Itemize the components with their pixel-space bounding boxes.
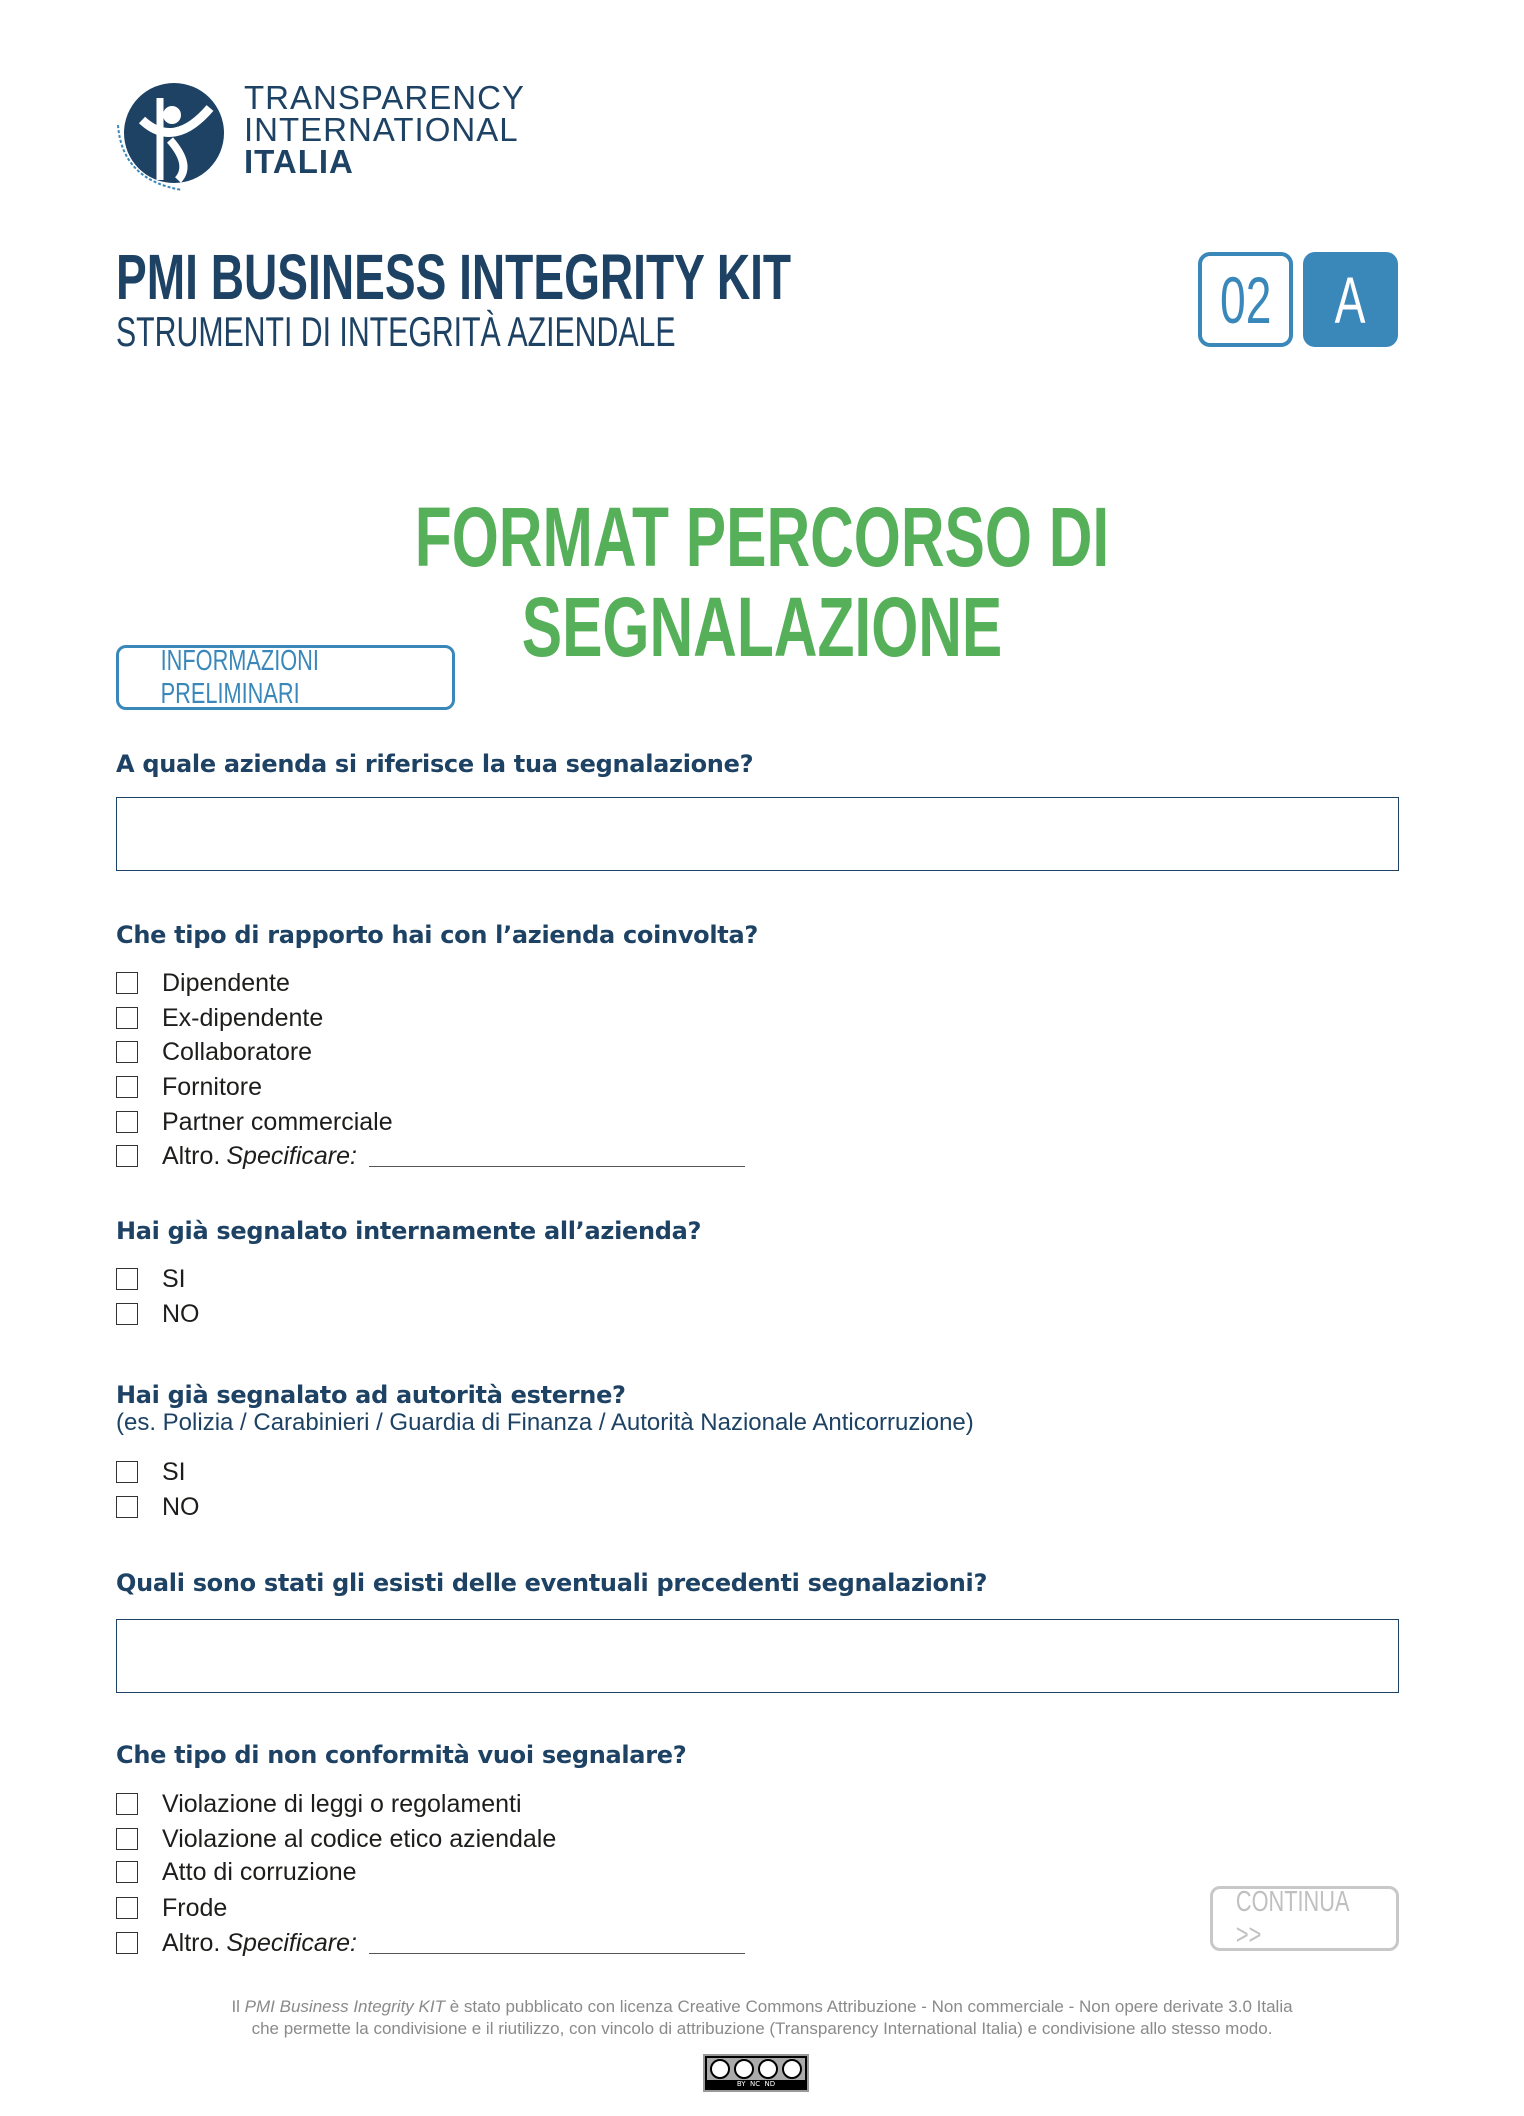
checkbox[interactable] xyxy=(116,1145,138,1167)
option-partner[interactable] xyxy=(116,1107,393,1137)
option-label: NO xyxy=(162,1492,200,1521)
option-altro[interactable] xyxy=(116,1141,745,1171)
question-internal-report: Hai già segnalato internamente all’azienda? xyxy=(116,1217,702,1245)
nd-icon xyxy=(782,2059,802,2079)
option-label: NO xyxy=(162,1299,200,1328)
option-label: Partner commerciale xyxy=(162,1107,393,1136)
logo xyxy=(112,80,232,200)
specify-label: Specificare: xyxy=(226,1928,357,1957)
checkbox[interactable] xyxy=(116,1111,138,1133)
option-label: Collaboratore xyxy=(162,1037,313,1066)
checkbox[interactable] xyxy=(116,1828,138,1850)
question-external-hint: (es. Polizia / Carabinieri / Guardia di Finanza / Autorità Nazionale Anticorruzione) xyxy=(116,1409,974,1436)
option-external-no[interactable] xyxy=(116,1492,200,1522)
option-label: Atto di corruzione xyxy=(162,1857,357,1886)
checkbox[interactable] xyxy=(116,1897,138,1919)
page-title: FORMAT PERCORSO DI SEGNALAZIONE xyxy=(414,490,1110,674)
nc-icon xyxy=(758,2059,778,2079)
kit-title: PMI BUSINESS INTEGRITY KIT xyxy=(116,241,792,313)
option-external-yes[interactable] xyxy=(116,1457,186,1487)
cc-license-badge[interactable] xyxy=(703,2054,809,2092)
question-company: A quale azienda si riferisce la tua segnalazione? xyxy=(116,750,754,778)
section-number-badge: 02 xyxy=(1198,252,1293,347)
question-nonconformity: Che tipo di non conformità vuoi segnalare? xyxy=(116,1741,687,1769)
option-violazione-codice[interactable] xyxy=(116,1824,556,1854)
option-label: Frode xyxy=(162,1893,228,1922)
continue-button[interactable]: CONTINUA >> xyxy=(1210,1886,1399,1951)
question-relationship: Che tipo di rapporto hai con l’azienda coinvolta? xyxy=(116,921,758,949)
checkbox[interactable] xyxy=(116,972,138,994)
option-label: Fornitore xyxy=(162,1072,263,1101)
specify-field[interactable] xyxy=(369,1953,745,1954)
checkbox[interactable] xyxy=(116,1303,138,1325)
option-label: Violazione di leggi o regolamenti xyxy=(162,1789,522,1818)
checkbox[interactable] xyxy=(116,1861,138,1883)
checkbox[interactable] xyxy=(116,1932,138,1954)
option-corruzione[interactable] xyxy=(116,1857,357,1887)
cc-icon xyxy=(710,2059,730,2079)
option-frode[interactable] xyxy=(116,1893,227,1923)
option-ex-dipendente[interactable] xyxy=(116,1003,323,1033)
preliminary-info-button[interactable]: INFORMAZIONI PRELIMINARI xyxy=(116,645,455,710)
option-label: SI xyxy=(162,1264,186,1293)
option-label: SI xyxy=(162,1457,186,1486)
question-external-report: Hai già segnalato ad autorità esterne? xyxy=(116,1381,626,1409)
option-label: Violazione al codice etico aziendale xyxy=(162,1824,557,1853)
option-label: Altro. xyxy=(162,1141,221,1170)
option-violazione-leggi[interactable] xyxy=(116,1789,522,1819)
company-input[interactable] xyxy=(116,797,1399,871)
checkbox[interactable] xyxy=(116,1007,138,1029)
checkbox[interactable] xyxy=(116,1793,138,1815)
transparency-logo-icon xyxy=(112,80,232,200)
section-letter-badge: A xyxy=(1303,252,1398,347)
by-icon xyxy=(734,2059,754,2079)
license-text-line2: che permette la condivisione e il riutilizzo, con vincolo di attribuzione (Transparency International Italia) e condivisione allo stesso modo. xyxy=(251,2019,1273,2038)
cc-labels: BY NC ND xyxy=(736,2080,776,2088)
logo-text: TRANSPARENCY INTERNATIONAL ITALIA xyxy=(244,79,525,180)
checkbox[interactable] xyxy=(116,1461,138,1483)
license-text-line1: Il PMI Business Integrity KIT è stato pubblicato con licenza Creative Commons Attribuzione - Non commerciale - Non opere derivate 3.0 Italia xyxy=(231,1997,1293,2016)
checkbox[interactable] xyxy=(116,1496,138,1518)
option-altro-2[interactable] xyxy=(116,1928,745,1958)
checkbox[interactable] xyxy=(116,1041,138,1063)
cc-icons xyxy=(707,2058,805,2080)
question-outcomes: Quali sono stati gli esisti delle eventuali precedenti segnalazioni? xyxy=(116,1569,988,1597)
checkbox[interactable] xyxy=(116,1268,138,1290)
option-internal-yes[interactable] xyxy=(116,1264,186,1294)
option-internal-no[interactable] xyxy=(116,1299,200,1329)
outcomes-input[interactable] xyxy=(116,1619,1399,1693)
specify-field[interactable] xyxy=(369,1166,745,1167)
option-label: Altro. xyxy=(162,1928,221,1957)
specify-label: Specificare: xyxy=(226,1141,357,1170)
option-label: Ex-dipendente xyxy=(162,1003,324,1032)
option-label: Dipendente xyxy=(162,968,290,997)
kit-subtitle: STRUMENTI DI INTEGRITÀ AZIENDALE xyxy=(116,308,676,355)
option-dipendente[interactable] xyxy=(116,968,290,998)
option-collaboratore[interactable] xyxy=(116,1037,312,1067)
option-fornitore[interactable] xyxy=(116,1072,262,1102)
checkbox[interactable] xyxy=(116,1076,138,1098)
